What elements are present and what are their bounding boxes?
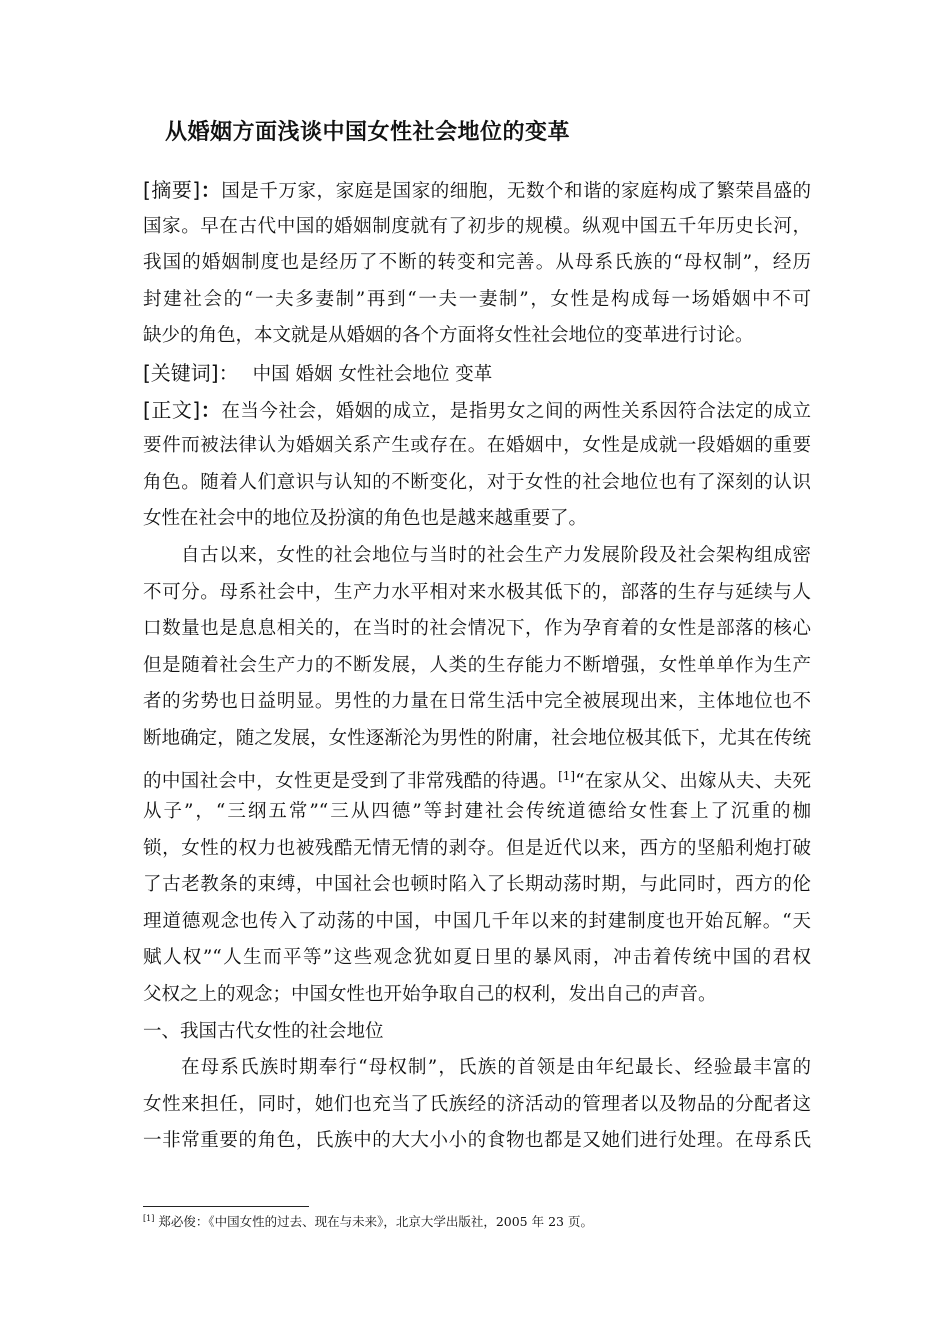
section-line: 在母系氏族时期奉行“母权制”，氏族的首领是由年纪最长、经验最丰富的 (181, 1057, 811, 1079)
paragraph-line: 者的劣势也日益明显。男性的力量在日常生活中完全被展现出来，主体地位也不 (143, 691, 811, 713)
paragraph-line: 断地确定，随之发展，女性逐渐沦为男性的附庸，社会地位极其低下，尤其在传统 (143, 727, 811, 749)
main-text-line: 角色。随着人们意识与认知的不断变化，对于女性的社会地位也有了深刻的认识 (143, 471, 811, 493)
paragraph-line: 父权之上的观念；中国女性也开始争取自己的权利，发出自己的声音。 (143, 984, 717, 1006)
main-text-label: [正文] (143, 397, 201, 422)
footnote (143, 1212, 593, 1230)
abstract-colon: ： (200, 178, 222, 202)
page-title: 从婚姻方面浅谈中国女性社会地位的变革 (165, 120, 571, 145)
footnote-reference[interactable]: [1] (558, 768, 576, 783)
abstract-label: [摘要] (143, 178, 201, 202)
keywords-colon: ： (218, 360, 239, 385)
abstract-line: 我国的婚姻制度也是经历了不断的转变和完善。从母系氏族的“母权制”，经历 (143, 252, 811, 274)
keywords-label: [关键词] (143, 360, 219, 385)
footnote-divider (143, 1206, 309, 1207)
section-line: 女性来担任，同时，她们也充当了氏族经的济活动的管理者以及物品的分配者这 (143, 1093, 811, 1115)
footnote-marker: [1] (143, 1213, 155, 1223)
abstract-line: 封建社会的“一夫多妻制”再到“一夫一妻制”，女性是构成每一场婚姻中不可 (143, 288, 811, 310)
reference-text-after: “在家从父、出嫁从夫、夫死 (575, 770, 811, 792)
abstract-line-1 (143, 172, 811, 209)
paragraph-line: 锁，女性的权力也被残酷无情无情的剥夺。但是近代以来，西方的坚船利炮打破 (143, 837, 811, 859)
paragraph-line: 自古以来，女性的社会地位与当时的社会生产力发展阶段及社会架构组成密 (181, 544, 811, 566)
abstract-line: 国家。早在古代中国的婚姻制度就有了初步的规模。纵观中国五千年历史长河， (143, 215, 811, 237)
abstract-line: 缺少的角色，本文就是从婚姻的各个方面将女性社会地位的变革进行讨论。 (143, 325, 754, 347)
paragraph-line-with-reference (143, 758, 811, 795)
body-text (143, 172, 811, 1160)
paragraph-line: 但是随着社会生产力的不断发展，人类的生存能力不断增强，女性单单作为生产 (143, 654, 811, 676)
main-text-text: 在当今社会，婚姻的成立，是指男女之间的两性关系因符合法定的成立 (221, 400, 811, 422)
paragraph-line: 了古老教条的束缚，中国社会也顿时陷入了长期动荡时期，与此同时，西方的伦 (143, 874, 811, 896)
paragraph-line: 不可分。母系社会中，生产力水平相对来水极其低下的，部落的生存与延续与人 (143, 581, 811, 603)
paragraph-line: 口数量也是息息相关的，在当时的社会情况下，作为孕育着的女性是部落的核心 (143, 618, 811, 640)
main-text-line-1 (143, 392, 811, 429)
main-text-colon: ： (200, 397, 222, 422)
abstract-text: 国是千万家，家庭是国家的细胞，无数个和谐的家庭构成了繁荣昌盛的 (221, 181, 811, 202)
reference-text-before: 的中国社会中，女性更是受到了非常残酷的待遇。 (143, 770, 559, 792)
footnote-text: 郑必俊：《中国女性的过去、现在与未来》，北京大学出版社，2005 年 23 页。 (154, 1214, 593, 1229)
keywords-line (143, 355, 811, 392)
paragraph-line: 赋人权”“人生而平等”这些观念犹如夏日里的暴风雨，冲击着传统中国的君权 (143, 947, 811, 969)
paragraph-line: 理道德观念也传入了动荡的中国，中国几千年以来的封建制度也开始瓦解。“天 (143, 910, 811, 932)
main-text-line: 女性在社会中的地位及扮演的角色也是越来越重要了。 (143, 508, 588, 530)
section-line: 一非常重要的角色，氏族中的大大小小的食物也都是又她们进行处理。在母系氏 (143, 1130, 811, 1152)
section-heading: 一、我国古代女性的社会地位 (143, 1020, 384, 1042)
main-text-line: 要件而被法律认为婚姻关系产生或存在。在婚姻中，女性是成就一段婚姻的重要 (143, 435, 811, 457)
keywords-text: 中国 婚姻 女性社会地位 变革 (252, 363, 493, 385)
paragraph-line: 从子”，“三纲五常”“三从四德”等封建社会传统道德给女性套上了沉重的枷 (143, 801, 811, 823)
